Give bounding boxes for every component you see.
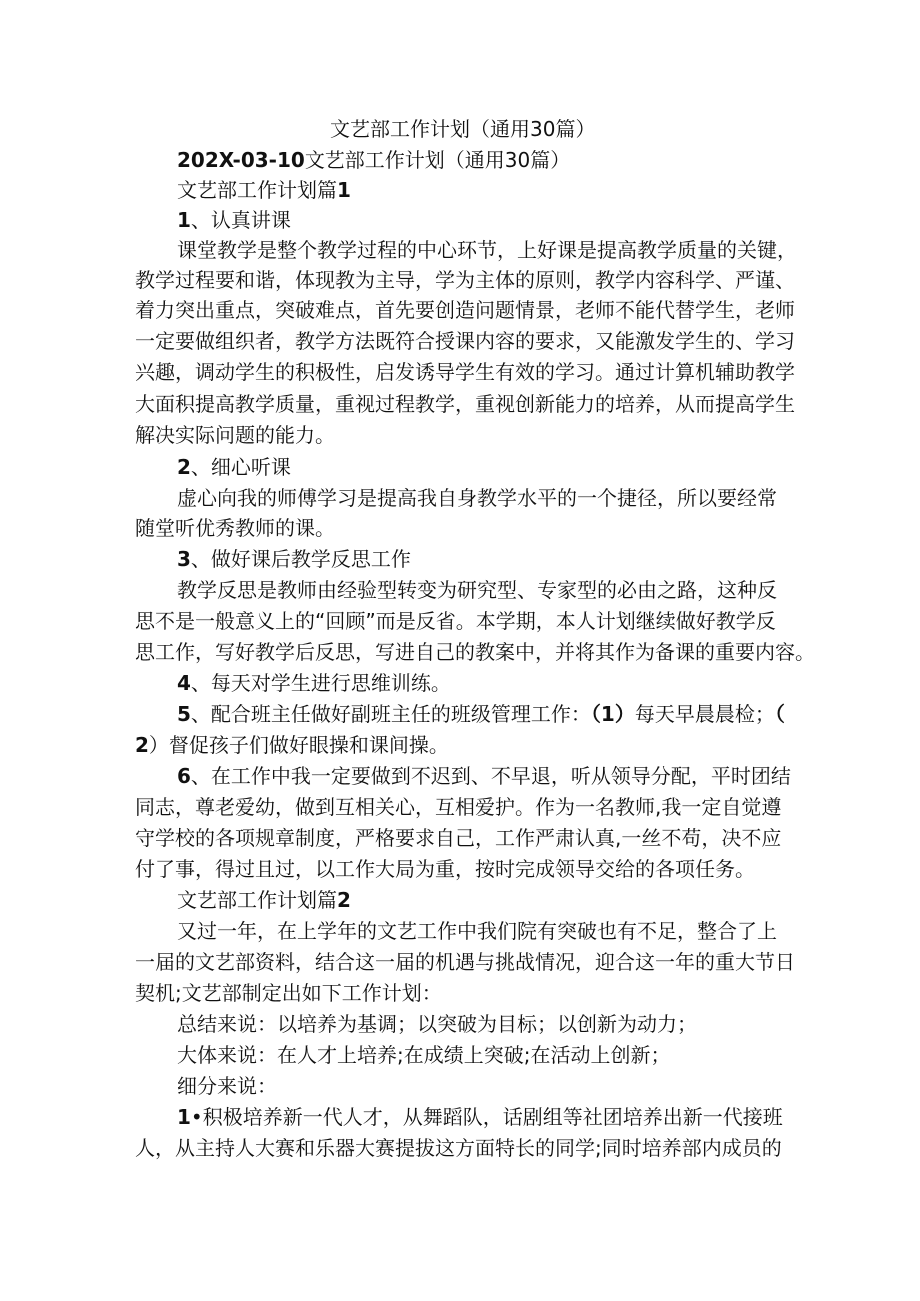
paragraph-line: 思工作，写好教学后反思，写进自己的教案中，并将其作为备课的重要内容。 bbox=[135, 640, 815, 664]
general-line: 大体来说：在人才上培养;在成绩上突破;在活动上创新； bbox=[177, 1043, 671, 1067]
paragraph-line: 教学过程要和谐，体现教为主导，学为主体的原则，教学内容科学、严谨、 bbox=[135, 268, 795, 292]
document-subtitle bbox=[177, 146, 570, 174]
paragraph-line: 随堂听优秀教师的课。 bbox=[135, 516, 335, 540]
item-6-heading: 6、在工作中我一定要做到不迟到、不早退，听从领导分配，平时团结 bbox=[177, 764, 791, 788]
paragraph-line: 解决实际问题的能力。 bbox=[135, 423, 335, 447]
detail-label: 细分来说： bbox=[177, 1074, 277, 1098]
item-1-heading: 1、认真讲课 bbox=[177, 208, 291, 232]
paragraph-line: 一定要做组织者，教学方法既符合授课内容的要求，又能激发学生的、学习 bbox=[135, 329, 795, 353]
paragraph-line: 教学反思是教师由经验型转变为研究型、专家型的必由之路，这种反 bbox=[177, 578, 777, 602]
paragraph-line: 虚心向我的师傅学习是提高我自身教学水平的一个捷径，所以要经常 bbox=[177, 486, 777, 510]
subtitle-date: 202X-03-10 bbox=[177, 148, 305, 172]
item-2-heading: 2、细心听课 bbox=[177, 455, 291, 479]
section-2-heading: 文艺部工作计划篇2 bbox=[177, 888, 351, 912]
paragraph-line: 守学校的各项规章制度，严格要求自己，工作严肃认真,一丝不苟，决不应 bbox=[135, 826, 782, 850]
paragraph-line: 兴趣，调动学生的积极性，启发诱导学生有效的学习。通过计算机辅助教学 bbox=[135, 360, 795, 384]
paragraph-line: 又过一年，在上学年的文艺工作中我们院有突破也有不足，整合了上 bbox=[177, 919, 777, 943]
summary-line: 总结来说：以培养为基调；以突破为目标；以创新为动力； bbox=[177, 1012, 697, 1036]
document-title: 文艺部工作计划（通用30篇） bbox=[330, 117, 596, 141]
paragraph-line: 思不是一般意义上的“回顾”而是反省。本学期，本人计划继续做好教学反 bbox=[135, 609, 776, 633]
item-5-continuation: 2）督促孩子们做好眼操和课间操。 bbox=[135, 733, 449, 757]
paragraph-line: 人，从主持人大赛和乐器大赛提拔这方面特长的同学;同时培养部内成员的 bbox=[135, 1136, 782, 1160]
subtitle-text: 文艺部工作计划（通用30篇） bbox=[304, 148, 571, 172]
paragraph-line: 大面积提高教学质量，重视过程教学，重视创新能力的培养，从而提高学生 bbox=[135, 392, 795, 416]
paragraph-line: 课堂教学是整个教学过程的中心环节，上好课是提高教学质量的关键， bbox=[177, 238, 797, 262]
item-3-heading: 3、做好课后教学反思工作 bbox=[177, 547, 411, 571]
item-4-heading: 4、每天对学生进行思维训练。 bbox=[177, 671, 451, 695]
item-5-heading: 5、配合班主任做好副班主任的班级管理工作：（1）每天早晨晨检；（ bbox=[177, 702, 785, 726]
paragraph-line: 着力突出重点，突破难点，首先要创造问题情景，老师不能代替学生，老师 bbox=[135, 298, 795, 322]
paragraph-line: 一届的文艺部资料，结合这一届的机遇与挑战情况，迎合这一年的重大节日 bbox=[135, 950, 795, 974]
section-1-heading: 文艺部工作计划篇1 bbox=[177, 178, 351, 202]
paragraph-line: 付了事，得过且过，以工作大局为重，按时完成领导交给的各项任务。 bbox=[135, 857, 755, 881]
point-1-line: 1•积极培养新一代人才，从舞蹈队，话剧组等社团培养出新一代接班 bbox=[177, 1105, 783, 1129]
paragraph-line: 契机;文艺部制定出如下工作计划： bbox=[135, 981, 442, 1005]
paragraph-line: 同志，尊老爱幼，做到互相关心，互相爱护。作为一名教师,我一定自觉遵 bbox=[135, 795, 782, 819]
